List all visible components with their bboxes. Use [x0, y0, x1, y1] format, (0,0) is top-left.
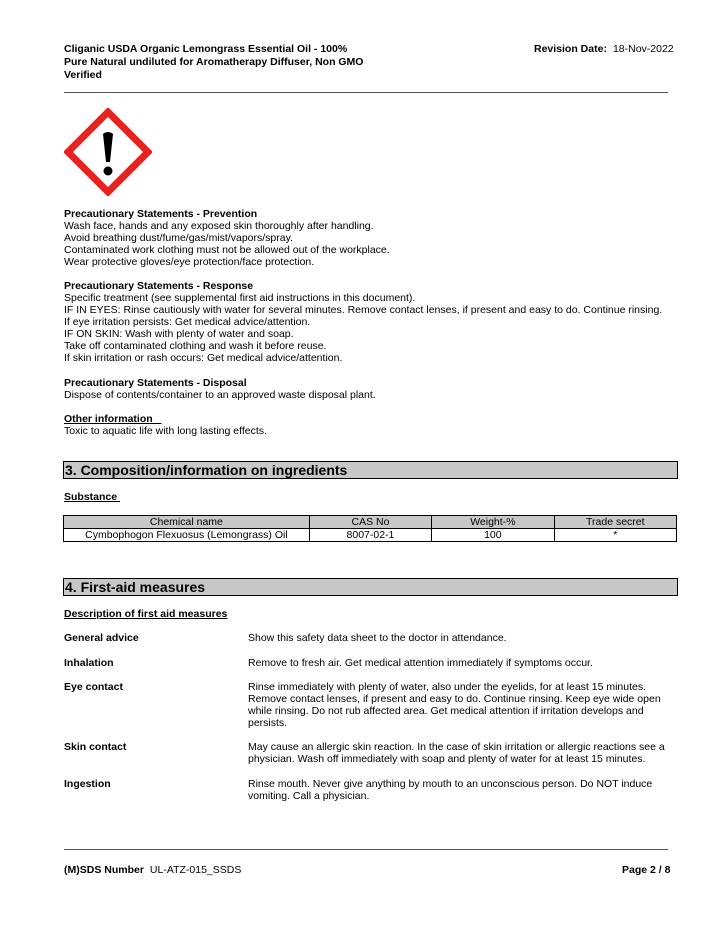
eye-contact-text: Rinse immediately with plenty of water, also under the eyelids, for at least 15 minutes. Remove contact lenses, if present and easy to do. Continue rinsing. Keep eye wide open while rinsing. Do not rub affected area. Get medical attention if irritation develops and persists.	[248, 681, 661, 729]
prevention-line: Contaminated work clothing must not be allowed out of the workplace.	[64, 244, 390, 256]
section-4-title: 4. First-aid measures	[63, 578, 678, 596]
product-name-line-2: Pure Natural undiluted for Aromatherapy Diffuser, Non GMO	[64, 56, 364, 68]
prevention-line: Wear protective gloves/eye protection/face protection.	[64, 256, 315, 268]
other-information-heading: Other information	[64, 413, 153, 425]
other-information-line: Toxic to aquatic life with long lasting effects.	[64, 425, 267, 437]
general-advice-text: Show this safety data sheet to the doctor in attendance.	[248, 632, 507, 644]
product-name-line-3: Verified	[64, 69, 102, 81]
skin-contact-label: Skin contact	[64, 741, 127, 753]
response-statements	[64, 280, 684, 364]
column-header-weight: Weight-%	[432, 516, 554, 529]
response-line: If skin irritation or rash occurs: Get medical advice/attention.	[64, 352, 343, 364]
ingredients-header-row	[64, 516, 677, 529]
inhalation-text: Remove to fresh air. Get medical attention immediately if symptoms occur.	[248, 657, 593, 669]
sds-number-value: UL-ATZ-015_SSDS	[149, 864, 242, 876]
disposal-line: Dispose of contents/container to an approved waste disposal plant.	[64, 389, 376, 401]
cell-trade-secret: *	[554, 529, 676, 542]
general-advice-label: General advice	[64, 632, 139, 644]
ingestion-text: Rinse mouth. Never give anything by mouth to an unconscious person. Do NOT induce vomiting. Call a physician.	[248, 778, 653, 802]
revision-date	[534, 43, 674, 55]
response-line: IF ON SKIN: Wash with plenty of water and soap.	[64, 328, 294, 340]
section-3-title: 3. Composition/information on ingredients	[63, 461, 678, 479]
cell-cas-no: 8007-02-1	[309, 529, 431, 542]
revision-date-label: Revision Date:	[534, 43, 607, 55]
cell-chemical-name: Cymbophogon Flexuosus (Lemongrass) Oil	[64, 529, 310, 542]
column-header-chemical-name: Chemical name	[64, 516, 310, 529]
sds-number-label: (M)SDS Number	[64, 864, 144, 876]
skin-contact-text: May cause an allergic skin reaction. In the case of skin irritation or allergic reactions see a physician. Wash off immediately with soap and plenty of water for at least 15 minutes.	[248, 741, 665, 765]
disposal-heading: Precautionary Statements - Disposal	[64, 377, 247, 389]
inhalation-label: Inhalation	[64, 657, 114, 669]
response-heading: Precautionary Statements - Response	[64, 280, 254, 292]
column-header-cas-no: CAS No	[309, 516, 431, 529]
prevention-line: Avoid breathing dust/fume/gas/mist/vapors/spray.	[64, 232, 293, 244]
footer-divider	[64, 849, 668, 850]
ingestion-label: Ingestion	[64, 778, 111, 790]
disposal-statements	[64, 377, 684, 401]
prevention-line: Wash face, hands and any exposed skin thoroughly after handling.	[64, 220, 374, 232]
response-line: IF IN EYES: Rinse cautiously with water for several minutes. Remove contact lenses, if present and easy to do. Continue rinsing.	[64, 304, 663, 316]
header-divider	[64, 92, 668, 93]
page-number: Page 2 / 8	[622, 864, 671, 876]
substance-heading: Substance	[64, 491, 118, 503]
other-information	[64, 413, 684, 437]
document-header-title	[64, 43, 384, 82]
prevention-heading: Precautionary Statements - Prevention	[64, 208, 258, 220]
exclamation-mark-ghs-icon	[64, 108, 152, 196]
revision-date-value: 18-Nov-2022	[612, 43, 674, 55]
ingredients-table	[63, 515, 677, 542]
first-aid-subheading: Description of first aid measures	[64, 608, 228, 620]
product-name-line-1: Cliganic USDA Organic Lemongrass Essential Oil - 100%	[64, 43, 348, 55]
response-line: If eye irritation persists: Get medical advice/attention.	[64, 316, 311, 328]
eye-contact-label: Eye contact	[64, 681, 123, 693]
response-line: Take off contaminated clothing and wash it before reuse.	[64, 340, 327, 352]
table-row	[64, 529, 677, 542]
sds-number	[64, 864, 241, 876]
column-header-trade-secret: Trade secret	[554, 516, 676, 529]
cell-weight: 100	[432, 529, 554, 542]
response-line: Specific treatment (see supplemental first aid instructions in this document).	[64, 292, 416, 304]
prevention-statements	[64, 208, 684, 268]
